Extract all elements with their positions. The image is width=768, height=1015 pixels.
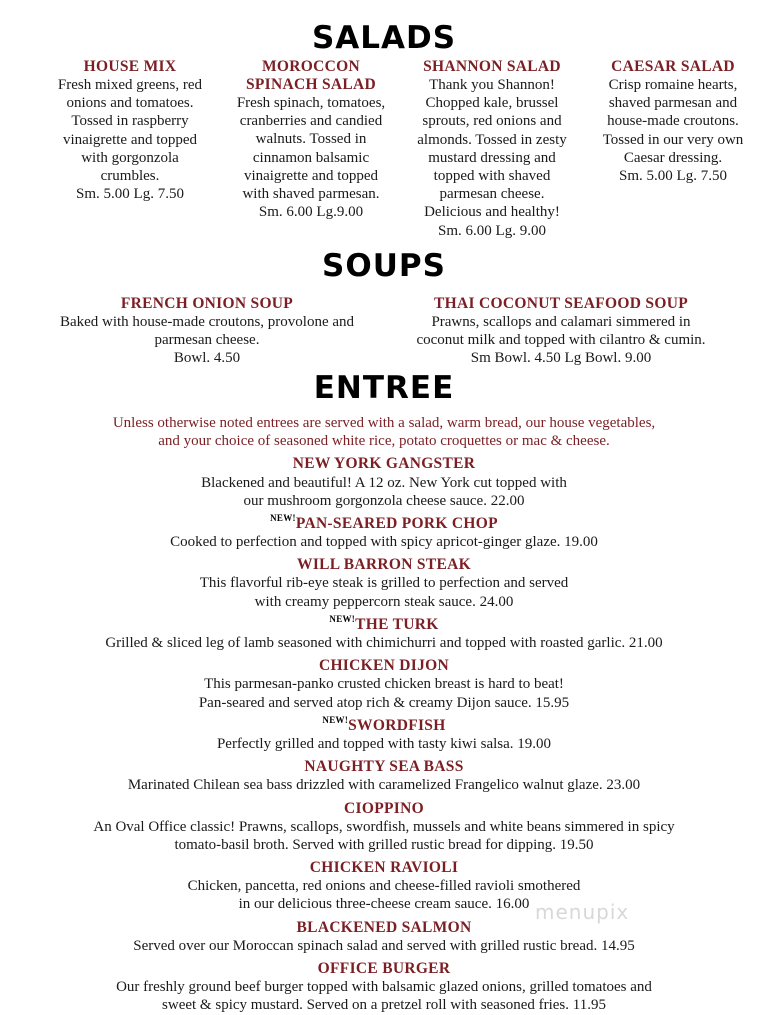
salad-desc-line: with gorgonzola (81, 149, 179, 166)
soup-price: Bowl. 4.50 (173, 350, 241, 367)
salad-desc-line: Tossed in our very own (602, 131, 744, 148)
salad-desc-line: sprouts, red onions and (422, 113, 562, 130)
salad-desc-line: almonds. Tossed in zesty (417, 131, 567, 148)
entree-desc-line: Grilled & sliced leg of lamb seasoned with chimichurri and topped with roasted garlic. 21.00 (105, 635, 663, 652)
entree-desc-line: This flavorful rib-eye steak is grilled to perfection and served (199, 575, 569, 592)
entree-desc-line: Cooked to perfection and topped with spicy apricot-ginger glaze. 19.00 (170, 534, 598, 551)
salad-desc-line: Chopped kale, brussel (425, 95, 559, 112)
salad-desc-line: Fresh spinach, tomatoes, (236, 95, 386, 111)
new-badge: NEW! (322, 714, 349, 725)
soups-heading: SOUPS (322, 248, 446, 284)
salad-shannon (402, 58, 582, 240)
salad-desc-line: vinaigrette and topped (243, 167, 379, 184)
entree-desc-line: Marinated Chilean sea bass drizzled with caramelized Frangelico walnut glaze. 23.00 (127, 777, 641, 794)
entree-name: CHICKEN RAVIOLI (309, 859, 459, 877)
entree-desc-line: Chicken, pancetta, red onions and cheese-filled ravioli smothered (187, 878, 581, 895)
salad-desc-line: onions and tomatoes. (66, 95, 194, 112)
salad-price: Sm. 6.00 Lg.9.00 (258, 204, 364, 221)
salad-desc-line: vinaigrette and topped (62, 131, 198, 148)
salad-desc-line: crumbles. (100, 168, 160, 185)
soup-thai-coconut (384, 295, 738, 368)
salad-desc-line: cinnamon balsamic (252, 149, 370, 166)
entree-desc-line: Our freshly ground beef burger topped with balsamic glazed onions, grilled tomatoes and (116, 979, 652, 996)
salad-house-mix (40, 58, 220, 203)
salad-desc-line: Delicious and healthy! (424, 204, 560, 221)
salad-name: HOUSE MIX (83, 58, 177, 75)
soup-desc-line: Prawns, scallops and calamari simmered in (431, 314, 691, 330)
entree-desc-line: Served over our Moroccan spinach salad and served with grilled rustic bread. 14.95 (133, 937, 635, 954)
salad-desc-line: mustard dressing and (428, 149, 556, 166)
entree-desc-line: in our delicious three-cheese cream sauce. 16.00 (238, 896, 530, 913)
entree-desc-line: This parmesan-panko crusted chicken breast is hard to beat! (204, 676, 564, 693)
entree-desc-line: sweet & spicy mustard. Served on a pretzel roll with seasoned fries. 11.95 (162, 997, 606, 1014)
entree-desc-line: An Oval Office classic! Prawns, scallops, swordfish, mussels and white beans simmered in spicy (93, 818, 675, 835)
salad-name: SPINACH SALAD (245, 76, 377, 93)
salad-desc-line: Thank you Shannon! (429, 77, 555, 93)
entree-name: WILL BARRON STEAK (297, 556, 471, 574)
entree-desc-line: Blackened and beautiful! A 12 oz. New York cut topped with (201, 474, 567, 491)
entree-name: OFFICE BURGER (317, 960, 451, 978)
salad-name: SHANNON SALAD (423, 58, 561, 75)
soup-desc-line: parmesan cheese. (154, 332, 260, 349)
entree-desc-line: tomato-basil broth. Served with grilled rustic bread for dipping. 19.50 (174, 836, 594, 853)
entree-name: CHICKEN DIJON (318, 657, 450, 675)
salads-heading: SALADS (311, 20, 457, 56)
salad-price: Sm. 5.00 Lg. 7.50 (619, 168, 727, 185)
entree-desc-line: Pan-seared and served atop rich & creamy Dijon sauce. 15.95 (198, 694, 570, 711)
salad-desc-line: shaved parmesan and (608, 95, 738, 112)
salad-caesar (582, 58, 764, 185)
salad-desc-line: walnuts. Tossed in (255, 131, 367, 148)
entree-name: $^{NEW!}$SWORDFISH (322, 714, 446, 734)
entree-intro-line: and your choice of seasoned white rice, potato croquettes or mac & cheese. (158, 433, 610, 450)
soup-name: FRENCH ONION SOUP (120, 295, 294, 312)
salad-desc-line: Caesar dressing. (623, 149, 723, 166)
soup-desc-line: Baked with house-made croutons, provolone and (59, 314, 355, 330)
entree-intro-line: Unless otherwise noted entrees are served with a salad, warm bread, our house vegetables, (112, 415, 656, 431)
entree-heading: ENTREE (313, 370, 455, 406)
salad-desc-line: Crisp romaine hearts, (608, 77, 738, 93)
salad-name: MOROCCON (262, 58, 360, 75)
soup-desc-line: coconut milk and topped with cilantro & cumin. (416, 332, 706, 349)
salad-price: Sm. 6.00 Lg. 9.00 (438, 222, 546, 239)
entree-desc-line: Perfectly grilled and topped with tasty kiwi salsa. 19.00 (216, 735, 552, 752)
soup-french-onion (30, 295, 384, 368)
entree-name: $^{NEW!}$THE TURK (329, 613, 439, 634)
salad-desc-line: parmesan cheese. (439, 186, 545, 203)
entree-list (30, 414, 738, 1015)
salad-name: CAESAR SALAD (611, 58, 735, 75)
menupix-watermark: menupix (535, 900, 630, 924)
entree-desc-line: with creamy peppercorn steak sauce. 24.00 (254, 593, 514, 610)
entree-name: NEW YORK GANGSTER (292, 455, 476, 473)
salad-moroccon-spinach (220, 58, 402, 221)
new-badge: NEW! (270, 512, 296, 523)
salad-desc-line: Tossed in raspberry (71, 113, 189, 130)
salad-desc-line: house-made croutons. (607, 113, 739, 130)
salad-desc-line: with shaved parmesan. (242, 186, 380, 203)
new-badge: NEW! (329, 613, 356, 624)
entree-name: $^{NEW!}$PAN-SEARED PORK CHOP (270, 512, 498, 533)
soup-price: Sm Bowl. 4.50 Lg Bowl. 9.00 (470, 350, 652, 367)
entree-name: CIOPPINO (344, 799, 424, 817)
entree-name: NAUGHTY SEA BASS (304, 758, 464, 776)
salad-desc-line: Fresh mixed greens, red (57, 77, 203, 93)
salad-price: Sm. 5.00 Lg. 7.50 (76, 186, 184, 203)
salad-desc-line: topped with shaved (433, 168, 551, 185)
soup-name: THAI COCONUT SEAFOOD SOUP (434, 295, 688, 312)
salad-desc-line: cranberries and candied (239, 113, 383, 130)
entree-name: BLACKENED SALMON (296, 918, 472, 936)
entree-desc-line: our mushroom gorgonzola cheese sauce. 22.00 (243, 492, 525, 509)
